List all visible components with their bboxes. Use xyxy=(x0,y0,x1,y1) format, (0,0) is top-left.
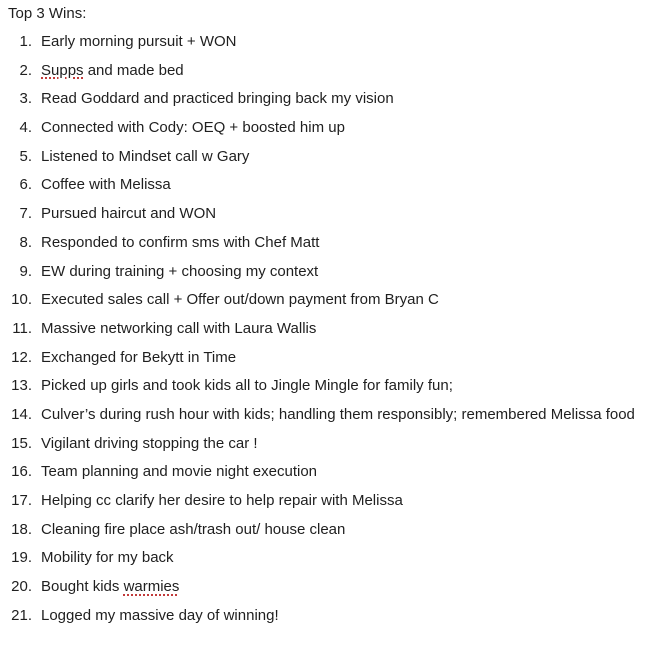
list-item-number: 8. xyxy=(19,233,32,251)
list-item-text xyxy=(41,349,236,367)
list-item-text-segment: Picked up girls and took kids all to Jingle Mingle for family fun; xyxy=(41,377,453,395)
list-item-number: 10. xyxy=(11,291,32,309)
list-item-number: 19. xyxy=(11,549,32,567)
list-item-text xyxy=(41,463,317,481)
spellcheck-flagged-word: warmies xyxy=(123,578,180,596)
list-item-text xyxy=(41,33,236,51)
list-item-number: 7. xyxy=(19,205,32,223)
list-item-text-segment: Coffee with Melissa xyxy=(41,176,171,194)
list-item[interactable] xyxy=(8,291,651,320)
list-item-text-segment: Team planning and movie night execution xyxy=(41,463,318,481)
list-item-number: 5. xyxy=(19,147,32,165)
list-item-text xyxy=(41,607,279,625)
list-item[interactable] xyxy=(8,521,651,550)
list-item-text xyxy=(41,435,258,453)
list-item-text-segment: Exchanged for Bekytt in Time xyxy=(41,348,237,366)
spellcheck-flagged-word: Supps xyxy=(41,61,84,79)
list-item-text-segment: Culver’s during rush hour with kids; handling them responsibly; remembered Melissa food xyxy=(41,405,635,423)
list-item-text-segment: EW during training + choosing my context xyxy=(41,262,319,280)
list-item-number: 2. xyxy=(19,61,32,79)
list-item[interactable] xyxy=(8,234,651,263)
list-item[interactable] xyxy=(8,148,651,177)
list-item-text-segment: Cleaning fire place ash/trash out/ house clean xyxy=(41,520,346,538)
list-title: Top 3 Wins: xyxy=(8,5,87,22)
list-item-number: 14. xyxy=(11,405,32,423)
list-item[interactable] xyxy=(8,90,651,119)
list-item[interactable] xyxy=(8,263,651,292)
list-item[interactable] xyxy=(8,176,651,205)
list-item-text xyxy=(41,119,345,137)
list-item-text xyxy=(41,263,318,281)
list-item-text-segment: Pursued haircut and WON xyxy=(41,205,217,223)
list-item-number: 4. xyxy=(19,119,32,137)
list-item[interactable] xyxy=(8,119,651,148)
list-item-text-segment: Early morning pursuit + WON xyxy=(41,33,237,50)
list-item[interactable] xyxy=(8,349,651,378)
list-item-text xyxy=(41,377,453,395)
list-item-text xyxy=(41,148,249,166)
list-item-number: 20. xyxy=(11,578,32,596)
list-item-text xyxy=(41,205,216,223)
list-item-number: 21. xyxy=(11,606,32,624)
list-item-text xyxy=(41,90,394,108)
list-item-text xyxy=(41,62,184,80)
list-item-text-segment: Helping cc clarify her desire to help repair with Melissa xyxy=(41,492,403,509)
list-item[interactable] xyxy=(8,578,651,607)
list-item-text xyxy=(41,320,316,338)
list-item-text-segment: Logged my massive day of winning! xyxy=(41,606,279,624)
list-item-text xyxy=(41,521,345,539)
list-item-text-segment: Connected with Cody: OEQ + boosted him up xyxy=(41,119,345,137)
list-item-text-segment: and made bed xyxy=(83,61,184,79)
list-item[interactable] xyxy=(8,320,651,349)
list-item-number: 13. xyxy=(11,377,32,395)
list-item-number: 15. xyxy=(11,434,32,452)
list-item-text-segment: Mobility for my back xyxy=(41,549,174,567)
list-item-text-segment: Responded to confirm sms with Chef Matt xyxy=(41,233,320,251)
list-item[interactable] xyxy=(8,492,651,521)
list-item-number: 1. xyxy=(19,33,32,50)
list-item[interactable] xyxy=(8,205,651,234)
list-item-number: 12. xyxy=(11,348,32,366)
list-item[interactable] xyxy=(8,435,651,464)
wins-list xyxy=(8,33,651,635)
list-item[interactable] xyxy=(8,33,651,62)
list-item[interactable] xyxy=(8,377,651,406)
list-item-text xyxy=(41,234,319,252)
list-item-number: 16. xyxy=(11,463,32,481)
list-item-text xyxy=(41,176,171,194)
list-item-number: 6. xyxy=(19,176,32,194)
list-item-number: 17. xyxy=(11,492,32,509)
list-item-text xyxy=(41,492,403,510)
list-item-text xyxy=(41,291,439,309)
list-item-number: 18. xyxy=(11,520,32,538)
list-item-number: 3. xyxy=(19,90,32,108)
list-item[interactable] xyxy=(8,549,651,578)
list-item-text xyxy=(41,578,179,596)
list-item-text-segment: Bought kids xyxy=(41,578,124,596)
list-item[interactable] xyxy=(8,463,651,492)
list-item-text-segment: Vigilant driving stopping the car ! xyxy=(41,434,258,452)
list-item[interactable] xyxy=(8,62,651,91)
list-item[interactable] xyxy=(8,607,651,636)
list-item-text-segment: Listened to Mindset call w Gary xyxy=(41,147,250,165)
list-item-text xyxy=(41,406,635,424)
list-item-text-segment: Massive networking call with Laura Wallis xyxy=(41,319,317,337)
list-item-text-segment: Read Goddard and practiced bringing back my vision xyxy=(41,90,394,108)
list-item-text xyxy=(41,549,174,567)
list-item-number: 9. xyxy=(19,262,32,280)
list-item-number: 11. xyxy=(12,319,32,337)
list-item-text-segment: Executed sales call + Offer out/down payment from Bryan C xyxy=(41,291,439,309)
list-item[interactable] xyxy=(8,406,651,435)
